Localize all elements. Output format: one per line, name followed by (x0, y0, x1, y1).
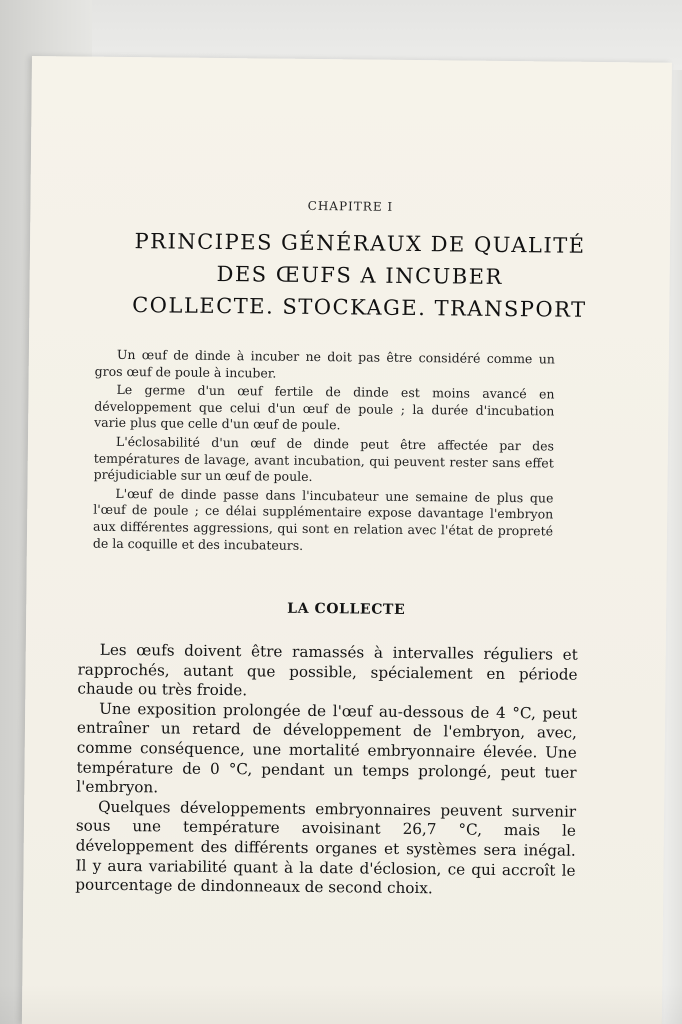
intro-paragraph: L'éclosabilité d'un œuf de dinde peut être affectée par des températures de lavage, avant incubation, qui peuvent rester sans effet préjudiciable sur un œuf de poule. (93, 433, 555, 485)
body-text (75, 641, 578, 901)
body-paragraph: Les œufs doivent être ramassés à intervalles réguliers et rapprochés, autant que possible, spécialement en période chaude ou très froide. (77, 640, 578, 700)
book-page (22, 56, 672, 1024)
chapter-title (89, 225, 630, 327)
bottom-shadow (0, 984, 682, 1024)
title-line: DES ŒUFS A INCUBER (216, 261, 503, 289)
page-content (22, 56, 672, 1024)
body-paragraph: Quelques développements embryonnaires peuvent survenir sous une température avoisinant 26,7 °C, mais le développement des différents organes et systèmes sera inégal. Il y aura variabilité quant à la date d'éclosion, ce qui accroît le pourcentage de dindonneaux de second choix. (75, 797, 577, 898)
intro-text (93, 347, 555, 559)
intro-paragraph: Un œuf de dinde à incuber ne doit pas être considéré comme un gros œuf de poule à incuber. (94, 346, 555, 381)
title-line: PRINCIPES GÉNÉRAUX DE QUALITÉ (134, 229, 586, 258)
intro-paragraph: L'œuf de dinde passe dans l'incubateur une semaine de plus que l'œuf de poule ; ce délai supplémentaire expose davantage l'embryon aux différentes aggressions, qui sont en relation avec l'état de propreté de la coquille et des incubateurs. (92, 485, 554, 553)
intro-paragraph: Le germe d'un œuf fertile de dinde est moins avancé en développement que celui d'un œuf de poule ; la durée d'incubation varie plus que celle d'un œuf de poule. (94, 382, 555, 433)
chapter-label: CHAPITRE I (307, 198, 394, 214)
title-line: COLLECTE. STOCKAGE. TRANSPORT (132, 293, 587, 322)
body-paragraph: Une exposition prolongée de l'œuf au-dessous de 4 °C, peut entraîner un retard de développement de l'embryon, avec, comme conséquence, une mortalité embryonnaire élevée. Une température de 0 °C, pendant un temps prolongé, peut tuer l'embryon. (76, 699, 578, 797)
section-heading: LA COLLECTE (287, 600, 406, 618)
